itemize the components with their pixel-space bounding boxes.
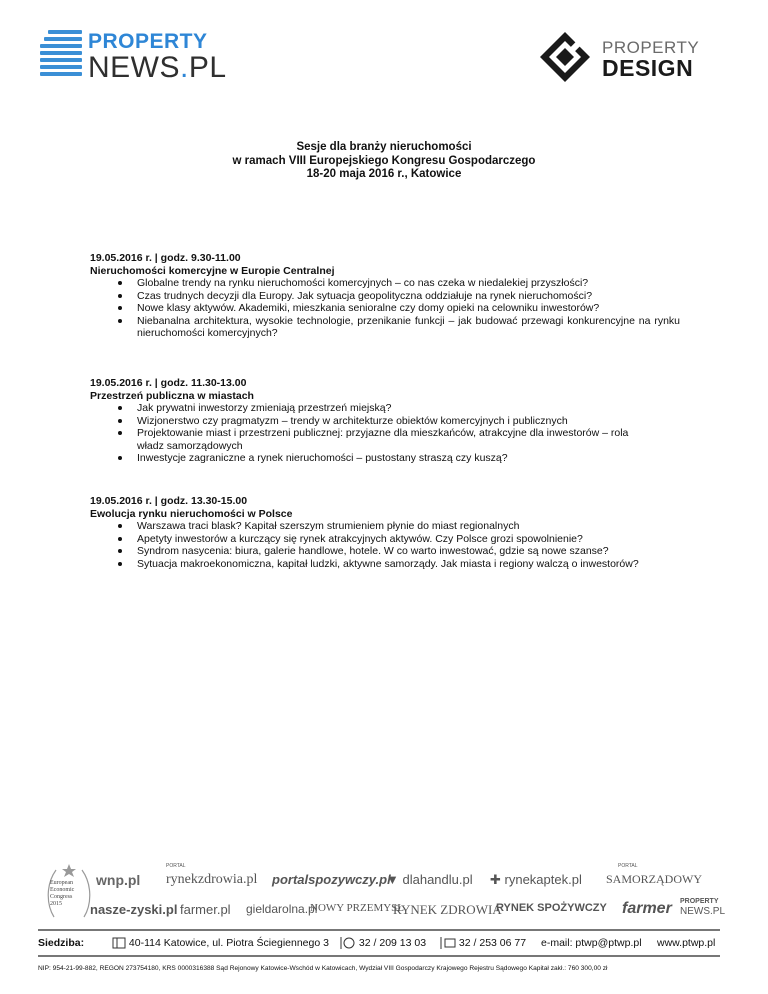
brand-newspl-small: NEWS.PL xyxy=(680,906,726,917)
brand-farmer: farmer xyxy=(622,900,672,917)
legal-info: NIP: 954-21-99-882, REGON 273754180, KRS 0000316388 Sąd Rejonowy Katowice-Wschód w Katowicach, Wydział VIII Gospodarczy Krajowego Rejestru Sądowego Kapitał zakł.: 760 300,00 zł xyxy=(38,965,608,972)
address-text: 40-114 Katowice, ul. Piotra Ściegiennego 3 xyxy=(128,937,329,949)
logo-text-news xyxy=(88,51,227,85)
topic-item: Syndrom nasycenia: biura, galerie handlowe, hotele. W co warto inwestować, gdzie są nowe szanse? xyxy=(90,545,680,558)
session-topics xyxy=(90,402,680,465)
topic-item: Globalne trendy na rynku nieruchomości komercyjnych – co nas czeka w niedalekiej przyszłości? xyxy=(90,277,680,290)
brand-rynekzdrowia: rynekzdrowia.pl xyxy=(166,872,258,887)
footer-divider-top xyxy=(38,929,720,931)
address-field xyxy=(112,937,329,949)
brand-rynekaptek-text: rynekaptek.pl xyxy=(504,872,582,887)
phone-icon xyxy=(340,937,356,949)
brand-rynekaptek xyxy=(490,872,582,888)
logo-dot: . xyxy=(180,51,189,84)
footer-divider-bottom xyxy=(38,955,720,957)
eec-text xyxy=(50,880,74,908)
session-date: 19.05.2016 r. | godz. 13.30-15.00 xyxy=(90,495,248,507)
eec-line: 2015 xyxy=(50,901,62,907)
fax-text: 32 / 253 06 77 xyxy=(458,937,527,949)
topic-item: Apetyty inwestorów a kurczący się rynek atrakcyjnych aktywów. Czy Polsce grozi spowolnienie? xyxy=(90,533,680,546)
cube-mark-icon xyxy=(538,30,592,84)
brand-portalspozywczy: portalspozywczy.pl xyxy=(272,872,391,887)
brand-wnp: wnp.pl xyxy=(96,872,141,888)
session-topics xyxy=(90,520,680,570)
session-title: Przestrzeń publiczna w miastach xyxy=(90,389,254,402)
fax-icon xyxy=(440,937,456,949)
session-topics xyxy=(90,277,680,340)
logo-news-part: NEWS xyxy=(88,51,180,84)
logo-text-property: PROPERTY xyxy=(88,30,208,53)
brand-farmer-pl: farmer.pl xyxy=(180,902,231,917)
topic-item: Sytuacja makroekonomiczna, kapitał ludzki, aktywne samorządy. Jak miasta i regiony walczą o inwestorów? xyxy=(90,558,680,571)
title-line-3: 18-20 maja 2016 r., Katowice xyxy=(306,168,462,180)
propertydesign-logo xyxy=(538,28,728,88)
session-block xyxy=(90,377,680,465)
topic-item: Niebanalna architektura, wysokie technologie, przenikanie funkcji – jak budować przewagi konkurencyjne na rynku nieruchomości komercyjnych? xyxy=(90,315,680,340)
brand-gieldarolna: gieldarolna.pl xyxy=(246,902,318,916)
cart-icon: ▼ xyxy=(386,872,403,887)
session-title: Ewolucja rynku nieruchomości w Polsce xyxy=(90,507,293,520)
session-title: Nieruchomości komercyjne w Europie Centralnej xyxy=(90,264,335,277)
session-date: 19.05.2016 r. | godz. 9.30-11.00 xyxy=(90,252,241,264)
brand-samorzadowy: SAMORZĄDOWY xyxy=(606,872,702,886)
brand-rynek-spozywczy: RYNEK SPOŻYWCZY xyxy=(496,902,607,914)
phone-text: 32 / 209 13 03 xyxy=(358,937,427,949)
email-link[interactable]: e-mail: ptwp@ptwp.pl xyxy=(541,937,642,949)
cross-icon: ✚ xyxy=(490,872,505,887)
brand-nasze-zyski: nasze-zyski.pl xyxy=(90,902,178,917)
topic-item: Wizjonerstwo czy pragmatyzm – trendy w architekturze obiektów komercyjnych i publicznych xyxy=(90,415,680,428)
propertynews-logo xyxy=(40,28,230,84)
brand-portal-label-2: PORTAL xyxy=(618,863,638,869)
building-icon xyxy=(112,937,126,949)
eec-line: Congress xyxy=(50,894,73,900)
document-title xyxy=(0,141,768,182)
fax-field xyxy=(440,937,526,949)
session-block xyxy=(90,252,680,340)
title-line-2: w ramach VIII Europejskiego Kongresu Gospodarczego xyxy=(232,154,536,167)
topic-item: Projektowanie miast i przestrzeni publicznej: przyjazne dla mieszkańców, atrakcyjne dla inwestorów – rola władz samorządowych xyxy=(90,427,680,452)
title-line-1: Sesje dla branży nieruchomości xyxy=(296,141,472,153)
logo-text-property-design-top: PROPERTY xyxy=(602,38,700,57)
logo-pl-part: PL xyxy=(188,51,227,84)
topic-item: Czas trudnych decyzji dla Europy. Jak sytuacja geopolityczna oddziałuje na rynek nieruchomości? xyxy=(90,290,680,303)
brand-portal-label: PORTAL xyxy=(166,863,186,869)
session-date: 19.05.2016 r. | godz. 11.30-13.00 xyxy=(90,377,247,389)
brand-dlahandlu-text: dlahandlu.pl xyxy=(402,872,473,887)
phone-field xyxy=(340,937,426,949)
building-bars-icon xyxy=(40,30,82,80)
contact-label: Siedziba: xyxy=(38,937,85,949)
topic-item: Warszawa traci blask? Kapitał szerszym strumieniem płynie do miast regionalnych xyxy=(90,520,680,533)
partner-logos xyxy=(40,862,730,932)
topic-item: Inwestycje zagraniczne a rynek nieruchomości – pustostany straszą czy kuszą? xyxy=(90,452,680,465)
website-link[interactable]: www.ptwp.pl xyxy=(657,937,716,949)
eec-laurel-logo xyxy=(44,862,94,924)
topic-item: Jak prywatni inwestorzy zmieniają przestrzeń miejską? xyxy=(90,402,680,415)
eec-line: Economic xyxy=(50,887,75,893)
eec-line: European xyxy=(50,880,73,886)
session-block xyxy=(90,495,680,570)
brand-rynek-zdrowia: RYNEK ZDROWIA xyxy=(393,902,502,917)
brand-nowy-przemysl: NOWY PRZEMYSŁ xyxy=(310,902,405,914)
brand-dlahandlu xyxy=(386,872,473,887)
logo-text-design: DESIGN xyxy=(602,55,694,81)
brand-property-small: PROPERTY xyxy=(680,898,719,905)
topic-item: Nowe klasy aktywów. Akademiki, mieszkania senioralne czy domy opieki na celowniku inwestorów? xyxy=(90,302,680,315)
